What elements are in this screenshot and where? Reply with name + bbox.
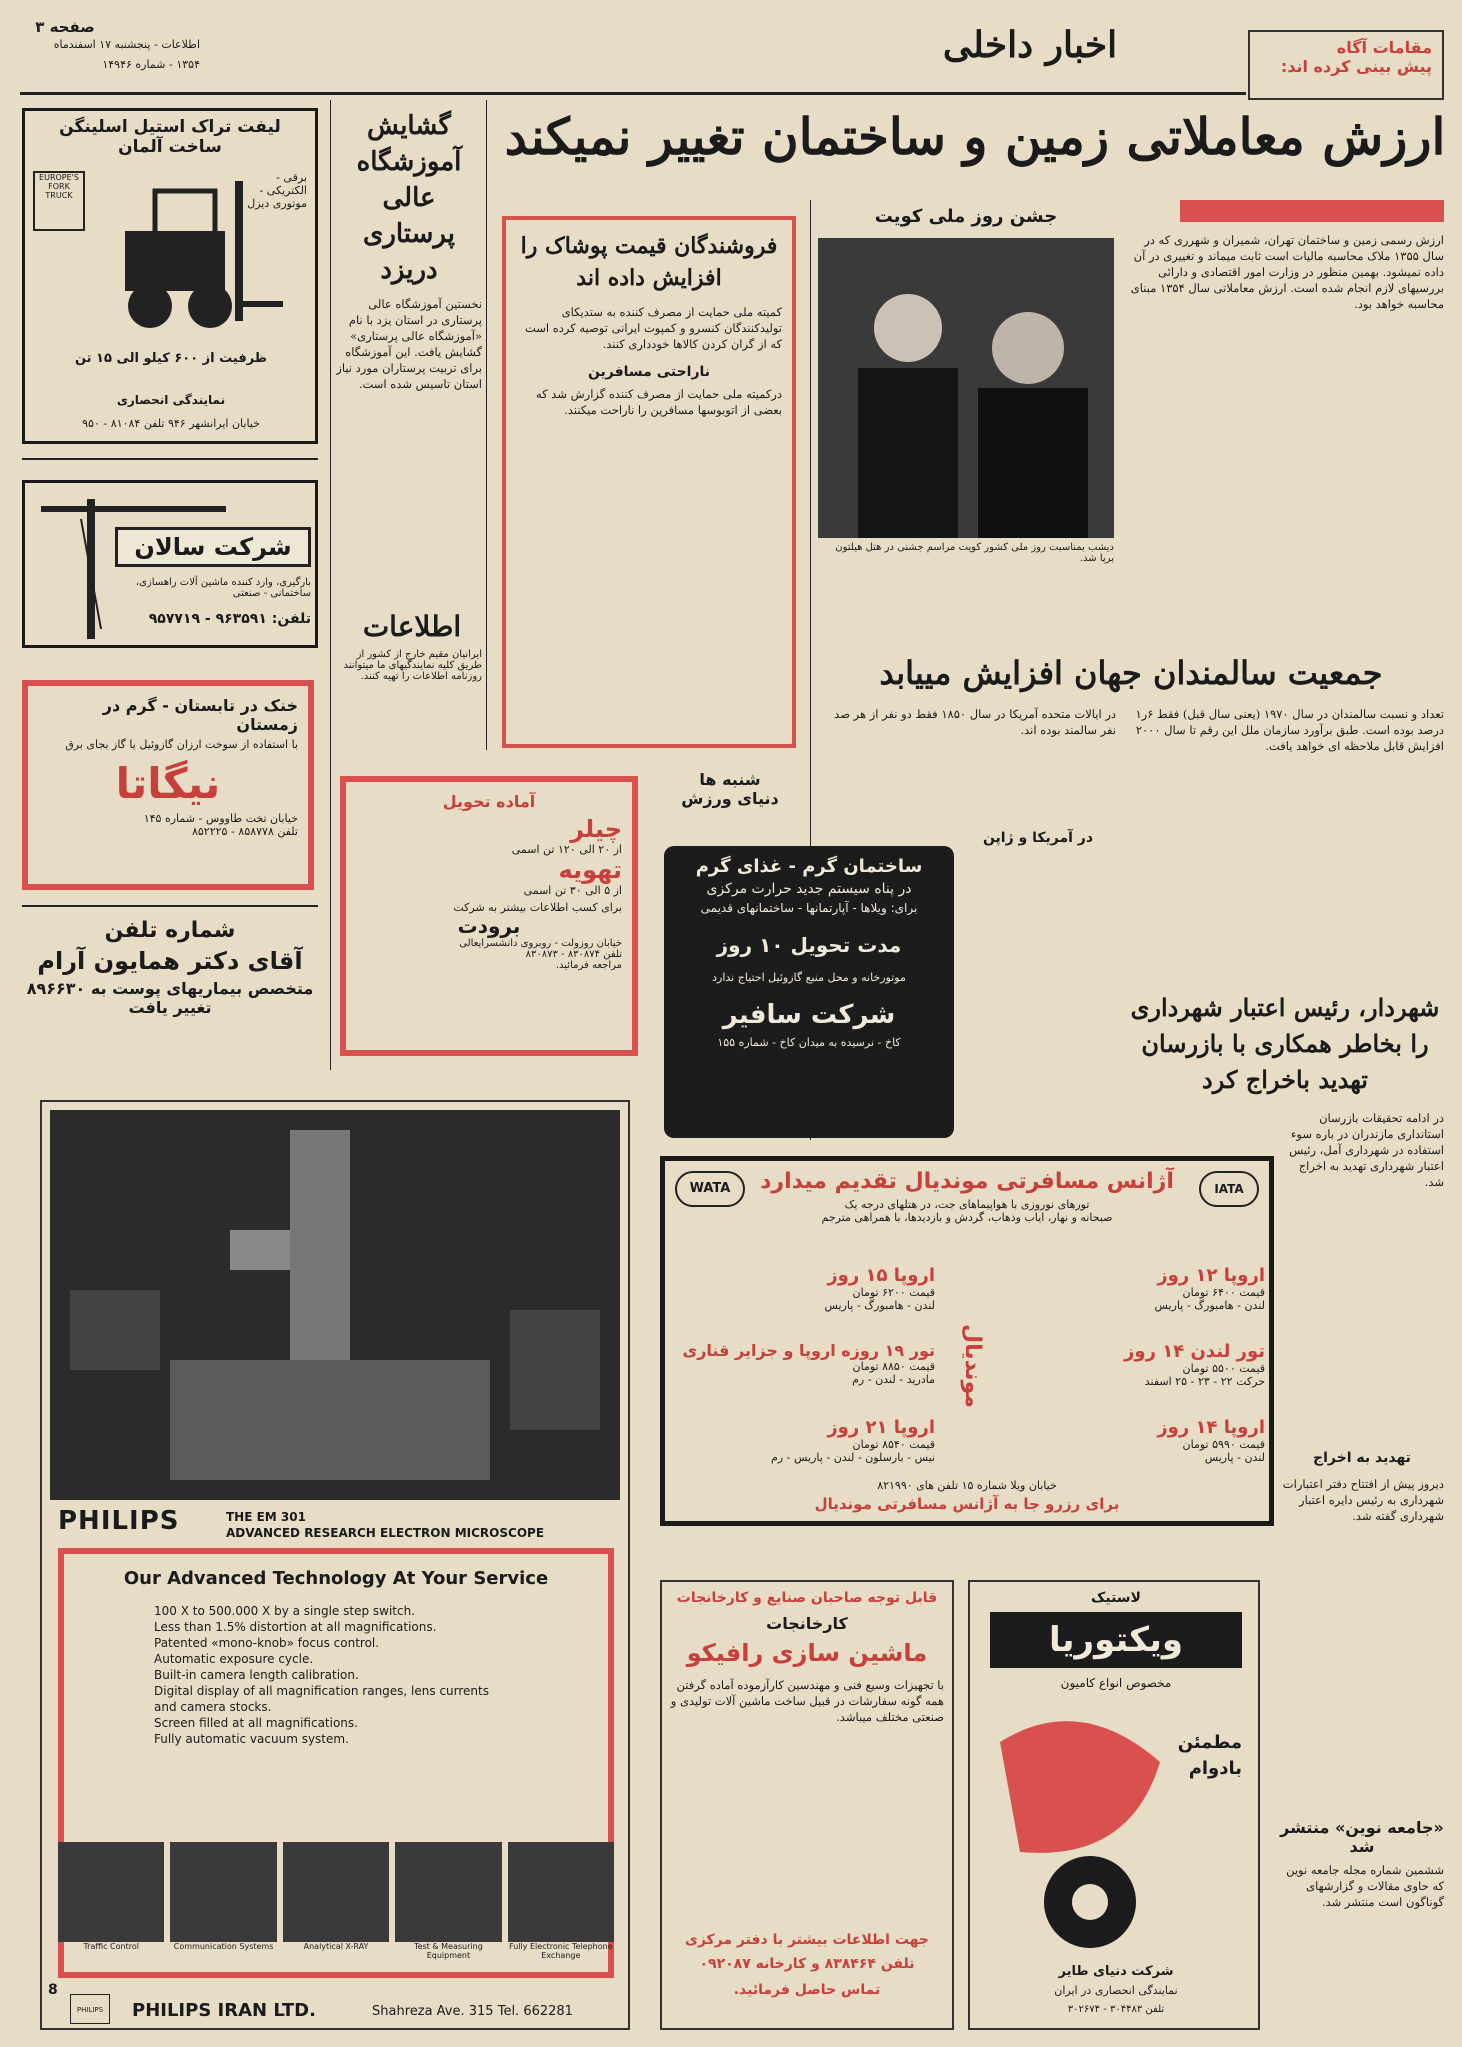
elderly-subhead: در آمریکا و ژاپن bbox=[982, 830, 1094, 846]
sports-line-2: دنیای ورزش bbox=[681, 789, 779, 808]
kuwait-title: جشن روز ملی کویت bbox=[874, 206, 1058, 227]
wata-logo: WATA bbox=[675, 1171, 745, 1207]
clothing-body: کمیته ملی حمایت از مصرف کننده به ستدیکای تولیدکنندگان کنسرو و کمپوت ایرانی توصیه کرده است که از گران کردن کالاها خودداری کنند. bbox=[525, 305, 782, 351]
victoria-company: شرکت دنیای طایر bbox=[1058, 1964, 1174, 1979]
tour-name: اروپا ۱۲ روز bbox=[1157, 1265, 1265, 1286]
tour-route: لندن - پاریس bbox=[1204, 1451, 1265, 1464]
tour-price: قیمت ۶۲۰۰ تومان bbox=[852, 1286, 935, 1299]
tour-right-1 bbox=[995, 1265, 1265, 1312]
product-photo bbox=[508, 1842, 614, 1942]
chiller-phone: تلفن ۸۳۰۸۷۴ - ۸۳۰۸۷۳ bbox=[525, 949, 622, 960]
safir-ad bbox=[664, 846, 954, 1138]
safir-line-1: ساختمان گرم - غذای گرم bbox=[695, 856, 923, 877]
ettelaat-logo: اطلاعات bbox=[362, 610, 462, 643]
left-rule-1 bbox=[22, 458, 318, 460]
kicker-box bbox=[1248, 30, 1444, 100]
chiller-info: برای کسب اطلاعات بیشتر به شرکت bbox=[453, 901, 622, 914]
tour-name: اروپا ۱۵ روز bbox=[827, 1265, 935, 1286]
chiller-item-1-range: از ۲۰ الی ۱۲۰ تن اسمی bbox=[511, 843, 622, 856]
feature-item: and camera stocks. bbox=[154, 1700, 272, 1714]
chiller-item-2: تهویه bbox=[558, 856, 622, 884]
nigata-address: خیابان تخت طاووس - شماره ۱۴۵ bbox=[143, 812, 298, 825]
philips-features bbox=[94, 1603, 578, 1747]
philips-footer-address: Shahreza Ave. 315 Tel. 662281 bbox=[372, 2004, 573, 2019]
chiller-cta: مراجعه فرمائید. bbox=[555, 960, 622, 971]
tour-price: قیمت ۵۵۰۰ تومان bbox=[1182, 1362, 1265, 1375]
sports-line-1: شنبه ها bbox=[699, 770, 761, 789]
tour-right-3 bbox=[995, 1417, 1265, 1464]
forklift-agent: نمایندگی انحصاری bbox=[116, 393, 226, 407]
chiller-company: برودت bbox=[457, 914, 521, 938]
nursing-headline: گشایش آموزشگاه عالی پرستاری دریزد bbox=[356, 111, 462, 285]
kuwait-caption: دیشب بمناسبت روز ملی کشور کویت مراسم جشنی در هتل هیلتون برپا شد. bbox=[835, 542, 1114, 564]
tour-price: قیمت ۸۸۵۰ تومان bbox=[852, 1360, 935, 1373]
feature-item: Digital display of all magnification ranges, lens currents bbox=[154, 1684, 489, 1698]
phone-notice-desc: متخصص بیماریهای پوست به ۸۹۶۶۳۰ bbox=[26, 979, 314, 998]
main-headline: ارزش معاملاتی زمین و ساختمان تغییر نمیکند bbox=[504, 107, 1446, 166]
feature-item: Automatic exposure cycle. bbox=[154, 1652, 314, 1666]
salan-ad bbox=[22, 480, 318, 648]
philips-feature-box bbox=[58, 1548, 614, 1978]
travel-title: آژانس مسافرتی موندیال تقدیم میدارد bbox=[760, 1169, 1174, 1194]
jameh-novin-body: ششمین شماره مجله جامعه نوین که حاوی مقالات و گزارشهای گوناگون است منتشر شد. bbox=[1286, 1863, 1444, 1909]
ettelaat-box bbox=[342, 610, 482, 750]
philips-ad bbox=[40, 1100, 630, 2030]
microscope-icon bbox=[50, 1110, 620, 1500]
safir-line-3: برای: ویلاها - آپارتمانها - ساختمانهای قدیمی bbox=[700, 901, 918, 915]
nursing-body: نخستین آموزشگاه عالی پرستاری در استان یزد با نام «آموزشگاه عالی پرستاری» گشایش یافت. این آموزشگاه برای تربیت پرستاران مورد نیاز استان تاسیس شده است. bbox=[336, 297, 482, 391]
kicker-line-1: مقامات آگاه bbox=[1336, 38, 1432, 57]
tour-name: تور لندن ۱۴ روز bbox=[1124, 1341, 1265, 1362]
mayor-body: در ادامه تحقیقات بازرسان استانداری مازندران در باره سوء استفاده در شهرداری آمل، رئیس اعتبار شهرداری تهدید به اخراج شد. bbox=[1289, 1111, 1444, 1189]
chiller-item-1: چیلر bbox=[570, 815, 622, 843]
salan-desc: بارگیری، وارد کننده ماشین آلات راهسازی، ساختمانی - صنعتی bbox=[135, 577, 311, 599]
product-label: Traffic Control bbox=[83, 1942, 139, 1951]
phone-notice-change: تغییر یافت bbox=[128, 998, 212, 1017]
product-photo bbox=[395, 1842, 501, 1942]
issue-line: ۱۳۵۴ - شماره ۱۴۹۴۶ bbox=[102, 58, 200, 71]
chiller-item-2-range: از ۵ الی ۳۰ تن اسمی bbox=[523, 884, 622, 897]
product-label: Test & Measuring Equipment bbox=[414, 1942, 483, 1960]
chiller-address: خیابان روزولت - روبروی دانشسرایعالی bbox=[459, 938, 622, 949]
product-tile bbox=[395, 1842, 501, 1972]
feature-item: Fully automatic vacuum system. bbox=[154, 1732, 349, 1746]
salan-phone: تلفن: ۹۶۳۵۹۱ - ۹۵۷۷۱۹ bbox=[148, 611, 311, 627]
tour-price: قیمت ۶۴۰۰ تومان bbox=[1182, 1286, 1265, 1299]
victoria-ad bbox=[968, 1580, 1260, 2030]
product-tile bbox=[508, 1842, 614, 1972]
main-story-body: ارزش رسمی زمین و ساختمان تهران، شمیران و شهرری که در سال ۱۳۵۵ ملاک محاسبه مالیات است ثابت میماند و تغییری در آن داده نمیشود. بهمین منظور در وزارت امور اقتصادی و دارائی بررسیهای لازم انجام شده است. ارزش معاملاتی سال ۱۳۵۴ مبنای محاسبه خواهد بود. bbox=[1130, 233, 1444, 311]
philips-model-2: ADVANCED RESEARCH ELECTRON MICROSCOPE bbox=[226, 1526, 545, 1540]
tour-price: قیمت ۸۵۴۰ تومان bbox=[852, 1438, 935, 1451]
rafico-phone: تلفن ۸۳۸۴۶۴ و کارخانه ۰۹۲۰۸۷ bbox=[699, 1956, 915, 1972]
tour-right-2 bbox=[995, 1341, 1265, 1388]
clothing-headline: فروشندگان قیمت پوشاک را افزایش داده اند bbox=[520, 233, 778, 291]
product-label: Fully Electronic Telephone Exchange bbox=[509, 1942, 613, 1960]
page-label: صفحه ۳ bbox=[35, 18, 95, 36]
philips-corner-number: 8 bbox=[48, 1982, 58, 1998]
product-photo bbox=[283, 1842, 389, 1942]
iata-logo: IATA bbox=[1199, 1171, 1259, 1207]
safir-line-2: در پناه سیستم جدید حرارت مرکزی bbox=[706, 881, 912, 897]
chiller-top: آماده تحویل bbox=[442, 792, 536, 811]
victoria-desc: مخصوص انواع کامیون bbox=[1060, 1676, 1172, 1690]
travel-footer: برای رزرو جا به آژانس مسافرتی موندیال bbox=[814, 1495, 1120, 1513]
tour-route: نیس - بارسلون - لندن - پاریس - رم bbox=[770, 1451, 935, 1464]
microscope-photo bbox=[50, 1110, 620, 1500]
tour-route: لندن - هامبورگ - پاریس bbox=[824, 1299, 935, 1312]
left-rule-2 bbox=[22, 905, 318, 907]
tour-name: تور ۱۹ روزه اروپا و جزایر قناری bbox=[682, 1341, 935, 1360]
philips-footer: PHILIPS IRAN LTD. bbox=[132, 2000, 316, 2021]
rafico-top: قابل توجه صاحبان صنایع و کارخانجات bbox=[676, 1590, 938, 1606]
phone-notice-name: آقای دکتر همایون آرام bbox=[37, 947, 303, 975]
red-bar bbox=[1180, 200, 1444, 222]
clothing-body-2: درکمیته ملی حمایت از مصرف کننده گزارش شد که بعضی از اتوبوسها مسافرین را ناراحت میکنند. bbox=[536, 387, 782, 417]
tour-left-2 bbox=[675, 1341, 935, 1386]
mayor-subhead: تهدید به اخراج bbox=[1313, 1450, 1411, 1466]
phone-notice-title: شماره تلفن bbox=[104, 918, 236, 943]
phone-notice bbox=[22, 918, 318, 1058]
mayor-body-2: دیروز پیش از افتتاح دفتر اعتبارات شهرداری به رئیس دایره اعتبار شهرداری گفته شد. bbox=[1282, 1477, 1444, 1523]
product-tile bbox=[58, 1842, 164, 1972]
forklift-address: خیابان ایرانشهر ۹۴۶ تلفن ۸۱۰۸۴ - ۹۵۰ bbox=[82, 417, 260, 430]
nursing-article bbox=[336, 108, 482, 392]
forklift-brand-box: EUROPE'S FORK TRUCK bbox=[33, 171, 85, 231]
safir-note: موتورخانه و محل منبع گازوئیل احتیاج ندارد bbox=[712, 971, 906, 984]
rafico-ad bbox=[660, 1580, 954, 2030]
safir-company: شرکت سافیر bbox=[722, 1000, 896, 1030]
jameh-novin bbox=[1280, 1818, 1444, 2038]
tour-name: اروپا ۲۱ روز bbox=[827, 1417, 935, 1438]
people-icon bbox=[818, 238, 1114, 538]
date-line: اطلاعات - پنجشنبه ۱۷ اسفندماه bbox=[53, 38, 200, 51]
elderly-body-2: در ایالات متحده آمریکا در سال ۱۸۵۰ فقط دو نفر از هر صد نفر سالمند بوده اند. bbox=[834, 707, 1116, 737]
nigata-ad bbox=[22, 680, 314, 890]
forklift-types: برقی - الکتریکی - موتوری دیزل bbox=[247, 171, 307, 210]
forklift-ad bbox=[22, 108, 318, 444]
travel-sub-2: صبحانه و نهار، ایاب وذهاب، گردش و بازدیدها، با همراهی مترجم bbox=[821, 1211, 1113, 1224]
victoria-address: تلفن ۳۰۴۴۸۳ - ۳۰۲۶۷۴ bbox=[1067, 2004, 1165, 2015]
feature-item: Screen filled at all magnifications. bbox=[154, 1716, 358, 1730]
col-rule-a bbox=[330, 100, 331, 1070]
rafico-info: جهت اطلاعات بیشتر با دفتر مرکزی bbox=[684, 1932, 929, 1948]
tour-price: قیمت ۵۹۹۰ تومان bbox=[1182, 1438, 1265, 1451]
travel-address: خیابان ویلا شماره ۱۵ تلفن های ۸۲۱۹۹۰ bbox=[877, 1479, 1057, 1492]
rafico-name: ماشین سازی رافیکو bbox=[686, 1639, 928, 1667]
feature-item: Less than 1.5% distortion at all magnifications. bbox=[154, 1620, 437, 1634]
product-tile bbox=[170, 1842, 276, 1972]
nigata-brand: نیگاتا bbox=[115, 759, 221, 808]
clothing-subhead: ناراحتی مسافرین bbox=[587, 364, 711, 380]
mayor-headline: شهردار، رئیس اعتبار شهرداری را بخاطر همکاری با بازرسان تهدید باخراج کرد bbox=[1130, 993, 1440, 1094]
kuwait-photo bbox=[818, 238, 1114, 538]
travel-vertical: موندیال bbox=[960, 1324, 985, 1408]
elderly-body: تعداد و نسبت سالمندان در سال ۱۹۷۰ (یعنی سال قبل) فقط ۶ر۱ درصد بوده است. طبق برآورد سازمان ملل این رقم تا سال ۲۰۰۰ افزایش قابل ملاحظه ای خواهد یافت. bbox=[1135, 707, 1444, 753]
salan-name: شرکت سالان bbox=[115, 527, 311, 567]
clothing-article bbox=[502, 216, 796, 748]
rafico-body: با تجهیزات وسیع فنی و مهندسین کارآزموده آماده گرفتن همه گونه سفارشات در قبیل ساخت ماشین آلات تولیدی و صنعتی مختلف میباشد. bbox=[670, 1678, 944, 1724]
philips-tagline: Our Advanced Technology At Your Service bbox=[123, 1568, 549, 1589]
victoria-company-desc: نمایندگی انحصاری در ایران bbox=[1054, 1984, 1178, 1997]
forklift-title: لیفت تراک استیل اسلینگن ساخت آلمان bbox=[59, 117, 281, 157]
tour-left-3 bbox=[675, 1417, 935, 1464]
product-label: Communication Systems bbox=[173, 1942, 274, 1951]
philips-brand: PHILIPS bbox=[58, 1506, 180, 1536]
section-title: اخبار داخلی bbox=[942, 24, 1118, 66]
tour-name: اروپا ۱۴ روز bbox=[1157, 1417, 1265, 1438]
elderly-headline: جمعیت سالمندان جهان افزایش مییابد bbox=[879, 654, 1383, 692]
product-tile bbox=[283, 1842, 389, 1972]
nigata-line: با استفاده از سوخت ارزان گازوئیل یا گاز بجای برق bbox=[65, 738, 298, 751]
jameh-novin-headline: «جامعه نوین» منتشر شد bbox=[1280, 1818, 1444, 1856]
rafico-cta: تماس حاصل فرمائید. bbox=[733, 1982, 881, 1998]
nigata-headline: خنک در تابستان - گرم در زمستان bbox=[102, 696, 298, 734]
ettelaat-text: ایرانیان مقیم خارج از کشور از طریق کلیه نمایندگیهای ما میتوانند روزنامه اطلاعات را تهیه کنند. bbox=[343, 649, 482, 682]
tour-route: حرکت ۲۲ - ۲۳ - ۲۵ اسفند bbox=[1144, 1375, 1265, 1388]
col-rule-b bbox=[486, 100, 487, 750]
product-strip bbox=[58, 1842, 614, 1972]
philips-small-logo: PHILIPS bbox=[70, 1994, 110, 2024]
kicker-line-2: پیش بینی کرده اند: bbox=[1280, 57, 1432, 76]
rafico-sub: کارخانجات bbox=[766, 1614, 848, 1633]
forklift-capacity: ظرفیت از ۶۰۰ کیلو الی ۱۵ تن bbox=[74, 351, 268, 366]
nigata-phone: تلفن ۸۵۸۷۷۸ - ۸۵۲۲۲۵ bbox=[191, 825, 298, 838]
victoria-word-1: مطمئن bbox=[1177, 1732, 1242, 1753]
travel-sub: تورهای نوروزی با هواپیماهای جت، در هتلهای درجه یک bbox=[844, 1198, 1090, 1211]
tour-route: لندن - هامبورگ - پاریس bbox=[1154, 1299, 1265, 1312]
feature-item: Patented «mono-knob» focus control. bbox=[154, 1636, 380, 1650]
feature-item: Built-in camera length calibration. bbox=[154, 1668, 359, 1682]
product-photo bbox=[170, 1842, 276, 1942]
tour-route: مادرید - لندن - رم bbox=[852, 1373, 935, 1386]
victoria-word-2: بادوام bbox=[1188, 1758, 1242, 1779]
product-photo bbox=[58, 1842, 164, 1942]
sports-box bbox=[660, 770, 800, 808]
chiller-ad bbox=[340, 776, 638, 1056]
safir-delivery: مدت تحویل ۱۰ روز bbox=[716, 933, 902, 957]
header-rule bbox=[20, 92, 1246, 95]
tour-left-1 bbox=[675, 1265, 935, 1312]
philips-model-1: THE EM 301 bbox=[226, 1510, 306, 1524]
safir-address: کاخ - نرسیده به میدان کاخ - شماره ۱۵۵ bbox=[717, 1036, 901, 1049]
feature-item: 100 X to 500.000 X by a single step switch. bbox=[154, 1604, 416, 1618]
victoria-brand: ویکتوریا bbox=[990, 1612, 1242, 1668]
victoria-small: لاستیک bbox=[1091, 1590, 1141, 1606]
product-label: Analytical X-RAY bbox=[303, 1942, 369, 1951]
tire-icon bbox=[980, 1702, 1180, 1952]
travel-ad bbox=[660, 1156, 1274, 1526]
